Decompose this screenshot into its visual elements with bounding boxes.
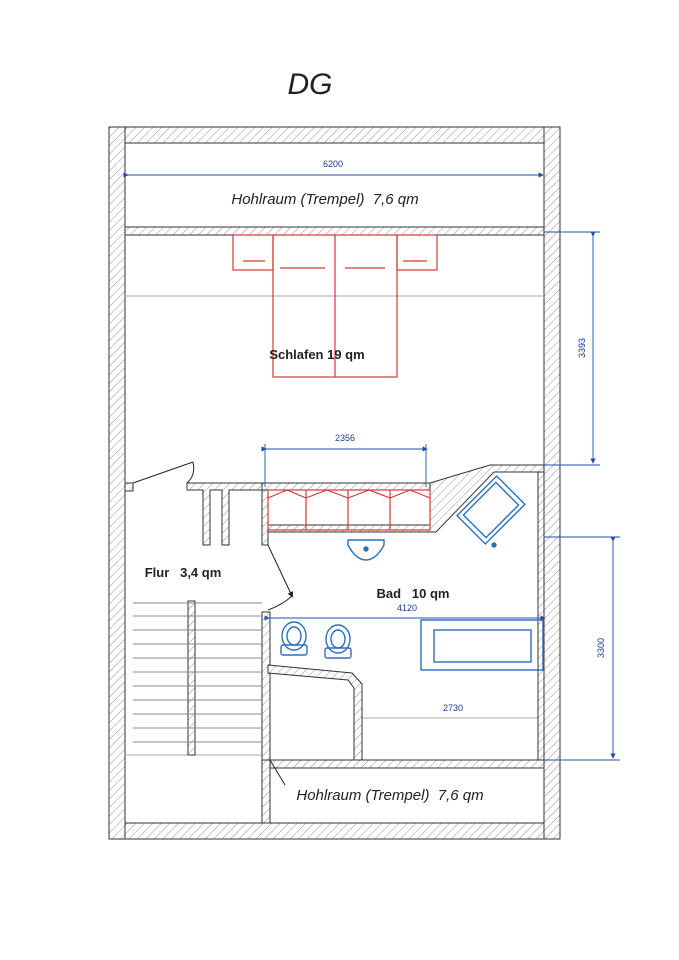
bathroom-fixtures bbox=[281, 476, 543, 670]
washbasin bbox=[348, 540, 384, 560]
wardrobe bbox=[268, 490, 430, 530]
dim-width-top: 6200 bbox=[322, 159, 344, 169]
room-label-flur: Flur 3,4 qm bbox=[144, 565, 222, 580]
room-label-hohlraum-bottom: Hohlraum (Trempel) 7,6 qm bbox=[296, 787, 484, 804]
dim-right-upper: 3393 bbox=[577, 337, 587, 359]
dim-right-lower: 3300 bbox=[596, 637, 606, 659]
staircase bbox=[133, 601, 262, 755]
plan-title: DG bbox=[287, 68, 333, 101]
room-label-schlafen: Schlafen 19 qm bbox=[269, 347, 365, 362]
dim-bath-width: 4120 bbox=[396, 603, 418, 613]
dim-bath-bottom: 2730 bbox=[442, 703, 464, 713]
dim-wardrobe: 2356 bbox=[334, 433, 356, 443]
toilet-right bbox=[325, 625, 351, 658]
bathtub bbox=[421, 620, 543, 670]
toilet-left bbox=[281, 622, 307, 655]
room-label-hohlraum-top: Hohlraum (Trempel) 7,6 qm bbox=[231, 191, 419, 208]
room-label-bad: Bad 10 qm bbox=[376, 586, 450, 601]
